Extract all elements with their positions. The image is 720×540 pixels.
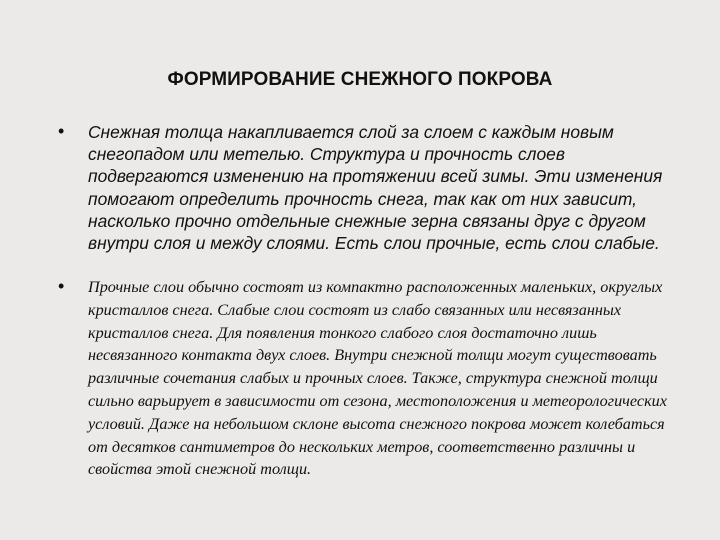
bullet-text: Прочные слои обычно состоят из компактно расположенных маленьких, округлых кристаллов снега. Слабые слои состоят из слабо связанных или несвязанных кристаллов снега. Для появления тонкого слабого слоя достаточно лишь несвязанного контакта двух слоев. Внутри снежной толщи могут существовать различные сочетания слабых и прочных слоев. Также, структура снежной толщи сильно варьирует в зависимости от сезона, местоположения и метеорологических условий. Даже на небольшом склоне высота снежного покрова может колебаться от десятков сантиметров до нескольких метров, соответственно различны и свойства этой снежной толщи. bbox=[88, 278, 667, 479]
bullet-marker: • bbox=[58, 276, 65, 296]
bullet-marker: • bbox=[58, 121, 65, 141]
bullet-item bbox=[58, 121, 678, 254]
bullet-item bbox=[58, 276, 678, 481]
bullet-text: Снежная толща накапливается слой за слоем с каждым новым снегопадом или метелью. Структура и прочность слоев подвергаются изменению на протяжении всей зимы. Эти изменения помогают определить прочность снега, так как от них зависит, насколько прочно отдельные снежные зерна связаны друг с другом внутри слоя и между слоями. Есть слои прочные, есть слои слабые. bbox=[88, 122, 663, 254]
slide-title: ФОРМИРОВАНИЕ СНЕЖНОГО ПОКРОВА bbox=[167, 69, 553, 90]
